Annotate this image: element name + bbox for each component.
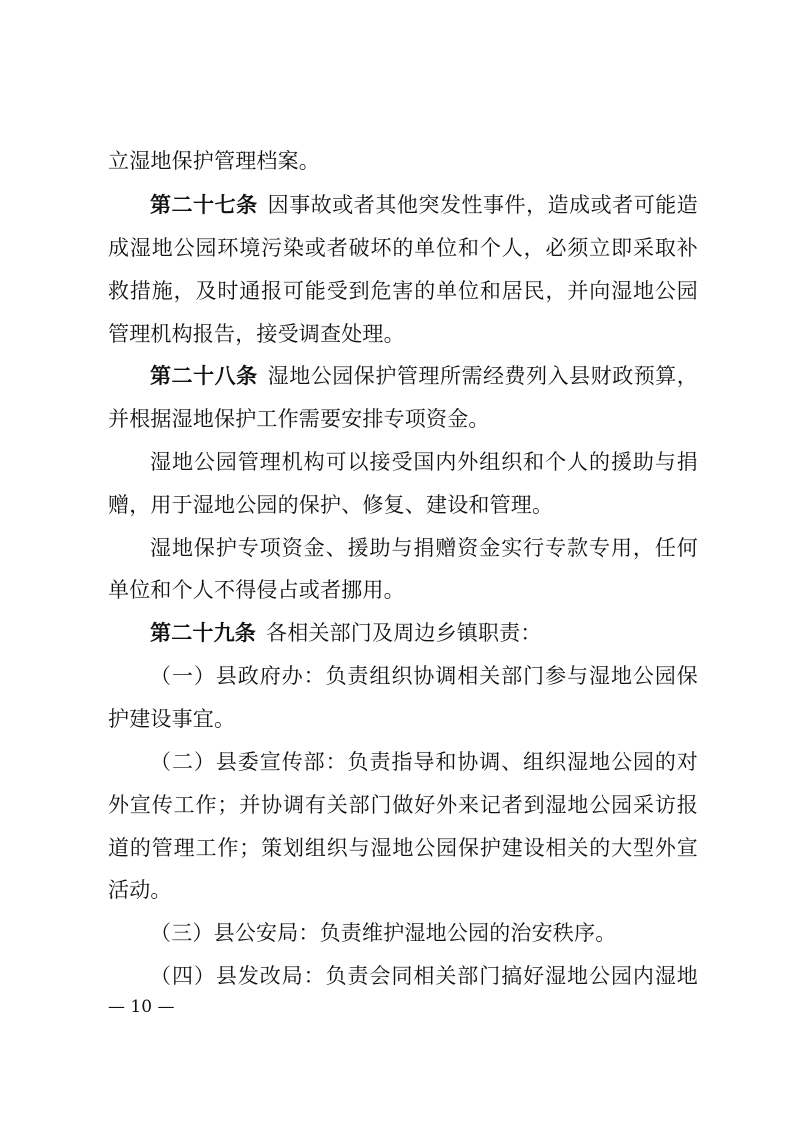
text-line: 活动。 xyxy=(108,878,172,902)
article-27-line xyxy=(150,184,698,226)
text-line: 道的管理工作；策划组织与湿地公园保护建设相关的大型外宣 xyxy=(108,836,698,860)
text-line: （一）县政府办：负责组织协调相关部门参与湿地公园保 xyxy=(150,664,698,688)
page-number: — 10 — xyxy=(108,997,175,1017)
text-line: 赠，用于湿地公园的保护、修复、建设和管理。 xyxy=(108,493,554,517)
text-line: 立湿地保护管理档案。 xyxy=(108,149,320,173)
text-line: 护建设事宜。 xyxy=(108,707,236,731)
text-line: 湿地公园保护管理所需经费列入县财政预算， xyxy=(267,364,698,388)
article-29-heading: 第二十九条 xyxy=(150,621,256,645)
text-line: 各相关部门及周边乡镇职责： xyxy=(266,621,542,645)
article-27-heading: 第二十七条 xyxy=(150,193,258,217)
article-28-line xyxy=(150,355,698,397)
article-29-line xyxy=(150,612,698,654)
text-line: （三）县公安局：负责维护湿地公园的治安秩序。 xyxy=(150,921,617,945)
text-line: （二）县委宣传部：负责指导和协调、组织湿地公园的对 xyxy=(150,750,698,774)
text-line: 成湿地公园环境污染或者破坏的单位和个人，必须立即采取补 xyxy=(108,236,698,260)
article-28-heading: 第二十八条 xyxy=(150,364,258,388)
text-line: 单位和个人不得侵占或者挪用。 xyxy=(108,578,405,602)
text-line: 管理机构报告，接受调查处理。 xyxy=(108,322,405,346)
text-line: 并根据湿地保护工作需要安排专项资金。 xyxy=(108,407,490,431)
text-line: 因事故或者其他突发性事件，造成或者可能造 xyxy=(267,193,698,217)
text-line: 救措施，及时通报可能受到危害的单位和居民，并向湿地公园 xyxy=(108,279,698,303)
text-line: （四）县发改局：负责会同相关部门搞好湿地公园内湿地 xyxy=(150,964,698,988)
text-line: 湿地公园管理机构可以接受国内外组织和个人的援助与捐 xyxy=(150,450,698,474)
text-line: 外宣传工作；并协调有关部门做好外来记者到湿地公园采访报 xyxy=(108,793,698,817)
text-line: 湿地保护专项资金、援助与捐赠资金实行专款专用，任何 xyxy=(150,536,698,560)
